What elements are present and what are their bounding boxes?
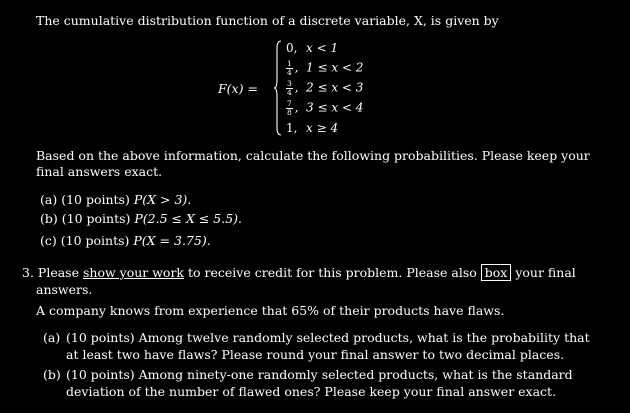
part-b-label: (b) bbox=[40, 211, 58, 226]
part-c-expression: P(X = 3.75). bbox=[133, 233, 211, 248]
part-a-expression: P(X > 3). bbox=[133, 192, 192, 207]
part-b-points: (10 points) bbox=[61, 211, 131, 226]
cdf-lhs: F(x) = bbox=[218, 81, 258, 96]
cdf-case-4: $\frac{7}{8}$ , 3 ≤ x < 4 bbox=[287, 99, 364, 117]
part-c-label: (c) bbox=[40, 233, 57, 248]
cdf-case-5 bbox=[286, 121, 338, 136]
part-c-points: (10 points) bbox=[60, 233, 130, 248]
cdf-case-3-fraction: $\frac{3}{4}$ bbox=[287, 79, 292, 97]
q3-part-b-line-1: (10 points) Among ninety-one randomly selected products, what is the standard bbox=[66, 367, 573, 382]
box-word: box bbox=[481, 264, 512, 281]
cdf-case-5-value: 1, bbox=[286, 121, 298, 135]
cdf-case-1-condition: x < 1 bbox=[306, 41, 339, 55]
part-a-points: (10 points) bbox=[61, 192, 130, 207]
cdf-case-4-condition: 3 ≤ x < 4 bbox=[306, 100, 364, 115]
cdf-case-5-condition: x ≥ 4 bbox=[306, 121, 339, 135]
cdf-case-2: $\frac{1}{4}$ , 1 ≤ x < 2 bbox=[287, 59, 364, 77]
part-c bbox=[40, 233, 211, 249]
question-3-context: A company knows from experience that 65% of their products have flaws. bbox=[36, 303, 505, 318]
cdf-case-2-condition: 1 ≤ x < 2 bbox=[306, 60, 364, 75]
instruction-line-1: Based on the above information, calculate the following probabilities. Please keep your bbox=[36, 148, 590, 163]
cdf-case-1 bbox=[286, 41, 338, 56]
part-b-expression: P(2.5 ≤ X ≤ 5.5). bbox=[134, 211, 243, 226]
cdf-case-3-condition: 2 ≤ x < 3 bbox=[306, 80, 364, 95]
question-3-lead-3: your final bbox=[515, 265, 576, 280]
part-a-label: (a) bbox=[40, 192, 58, 207]
question-3-number: 3. bbox=[22, 265, 34, 280]
question-3-line-2: answers. bbox=[36, 282, 93, 297]
left-brace bbox=[274, 40, 282, 136]
question-3-line-1 bbox=[22, 265, 576, 281]
q3-part-b-label: (b) bbox=[43, 367, 61, 382]
intro-text: The cumulative distribution function of a discrete variable, X, is given by bbox=[36, 13, 499, 28]
part-b bbox=[40, 211, 242, 227]
show-your-work-text: show your work bbox=[82, 265, 185, 280]
cdf-case-4-fraction: $\frac{7}{8}$ bbox=[287, 99, 292, 117]
cdf-case-2-fraction: $\frac{1}{4}$ bbox=[287, 59, 292, 77]
q3-part-b-line-2: deviation of the number of flawed ones? Please keep your final answer exact. bbox=[66, 384, 557, 399]
q3-part-a-line-2: at least two have flaws? Please round your final answer to two decimal places. bbox=[66, 347, 565, 362]
part-a bbox=[40, 192, 191, 208]
question-3-lead-2: to receive credit for this problem. Please also bbox=[188, 265, 477, 280]
q3-part-a-label: (a) bbox=[43, 330, 61, 345]
instruction-line-2: final answers exact. bbox=[36, 164, 163, 179]
cdf-case-1-value: 0, bbox=[286, 41, 298, 55]
cdf-case-3: $\frac{3}{4}$ , 2 ≤ x < 3 bbox=[287, 79, 364, 97]
q3-part-a-line-1: (10 points) Among twelve randomly selected products, what is the probability that bbox=[66, 330, 590, 345]
question-3-lead: Please bbox=[37, 265, 79, 280]
